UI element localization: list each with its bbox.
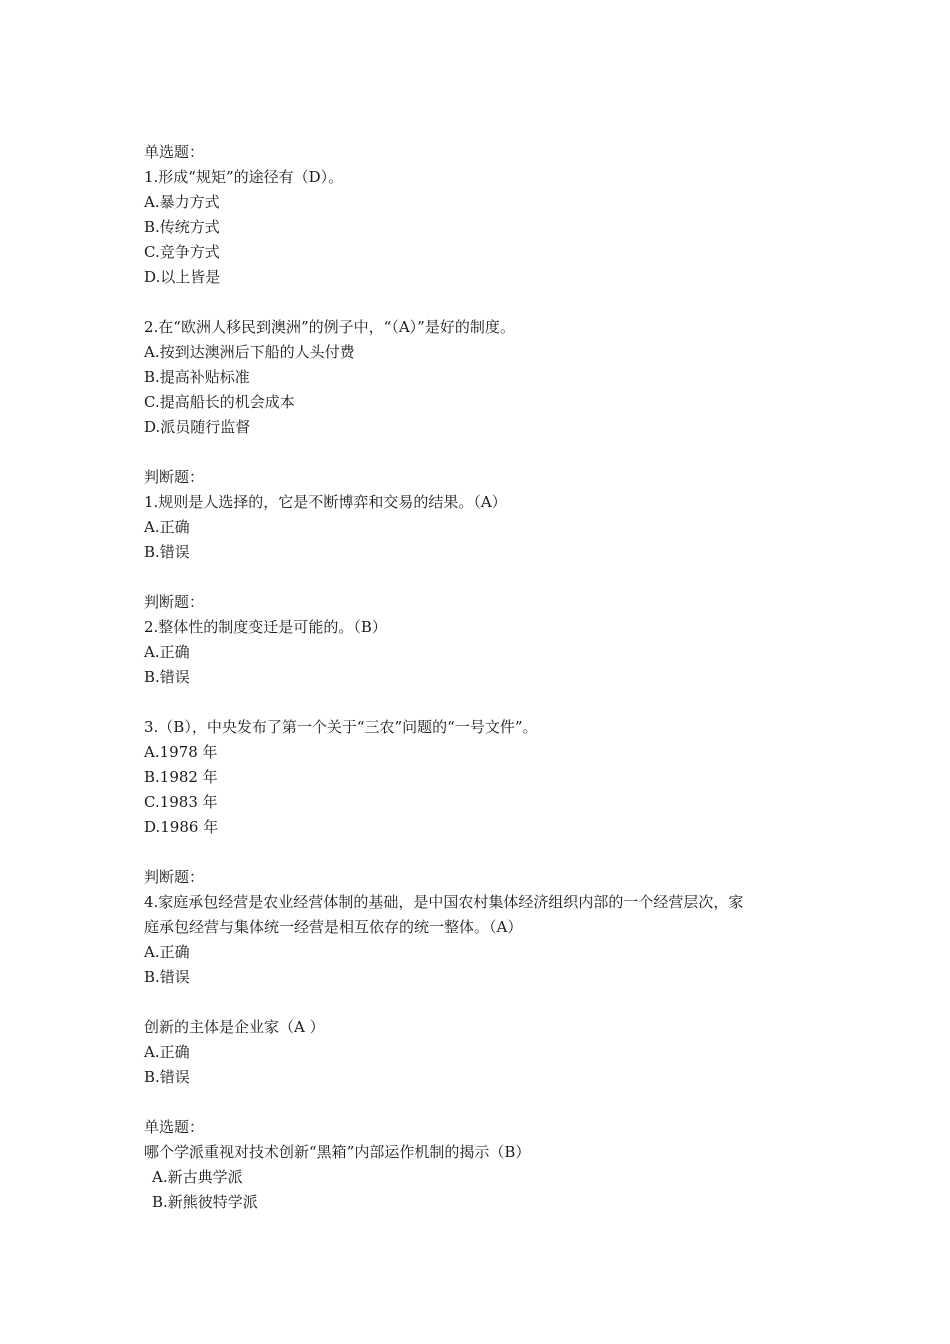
option-b: B.提高补贴标准 xyxy=(144,368,250,386)
spacer xyxy=(144,840,824,865)
option-b: B.传统方式 xyxy=(144,218,220,236)
question-block xyxy=(144,1015,824,1090)
question-block xyxy=(144,140,824,290)
option-b: B.1982 年 xyxy=(144,768,218,786)
option-a: A.正确 xyxy=(144,518,190,536)
question-text-line-2: 庭承包经营与集体统一经营是相互依存的统一整体。（A） xyxy=(144,918,523,936)
spacer xyxy=(144,690,824,715)
option-c: C.1983 年 xyxy=(144,793,218,811)
option-b: B.错误 xyxy=(144,1068,190,1086)
question-text: 1.形成“规矩”的途径有（D）。 xyxy=(144,168,344,186)
question-block xyxy=(144,315,824,440)
option-a: A.按到达澳洲后下船的人头付费 xyxy=(144,343,355,361)
question-text: 哪个学派重视对技术创新“黑箱”内部运作机制的揭示（B） xyxy=(144,1143,531,1161)
option-a: A.1978 年 xyxy=(144,743,218,761)
spacer xyxy=(144,440,824,465)
option-c: C.提高船长的机会成本 xyxy=(144,393,295,411)
question-text: 3.（B），中央发布了第一个关于“三农”问题的“一号文件”。 xyxy=(144,718,538,736)
option-b: B.新熊彼特学派 xyxy=(152,1193,258,1211)
option-d: D.以上皆是 xyxy=(144,268,221,286)
option-b: B.错误 xyxy=(144,543,190,561)
option-a: A.正确 xyxy=(144,643,190,661)
option-b: B.错误 xyxy=(144,668,190,686)
option-a: A.新古典学派 xyxy=(152,1168,243,1186)
question-block xyxy=(144,465,824,565)
question-block xyxy=(144,590,824,690)
question-text: 创新的主体是企业家（A ） xyxy=(144,1018,325,1036)
question-text: 2.整体性的制度变迁是可能的。（B） xyxy=(144,618,387,636)
question-text: 2.在“欧洲人移民到澳洲”的例子中，“（A）”是好的制度。 xyxy=(144,318,515,336)
option-d: D.1986 年 xyxy=(144,818,219,836)
section-heading: 单选题： xyxy=(144,143,205,161)
option-a: A.暴力方式 xyxy=(144,193,220,211)
option-c: C.竞争方式 xyxy=(144,243,220,261)
section-heading: 判断题： xyxy=(144,468,205,486)
question-text-line-1: 4.家庭承包经营是农业经营体制的基础，是中国农村集体经济组织内部的一个经营层次，家 xyxy=(144,893,744,911)
spacer xyxy=(144,990,824,1015)
question-block xyxy=(144,865,824,990)
option-d: D.派员随行监督 xyxy=(144,418,251,436)
spacer xyxy=(144,1090,824,1115)
section-heading: 判断题： xyxy=(144,868,205,886)
question-text: 1.规则是人选择的，它是不断博弈和交易的结果。（A） xyxy=(144,493,507,511)
option-b: B.错误 xyxy=(144,968,190,986)
section-heading: 判断题： xyxy=(144,593,205,611)
spacer xyxy=(144,565,824,590)
document-content xyxy=(144,140,824,1215)
option-a: A.正确 xyxy=(144,1043,190,1061)
question-block xyxy=(144,1115,824,1215)
section-heading: 单选题： xyxy=(144,1118,205,1136)
option-a: A.正确 xyxy=(144,943,190,961)
spacer xyxy=(144,290,824,315)
question-block xyxy=(144,715,824,840)
